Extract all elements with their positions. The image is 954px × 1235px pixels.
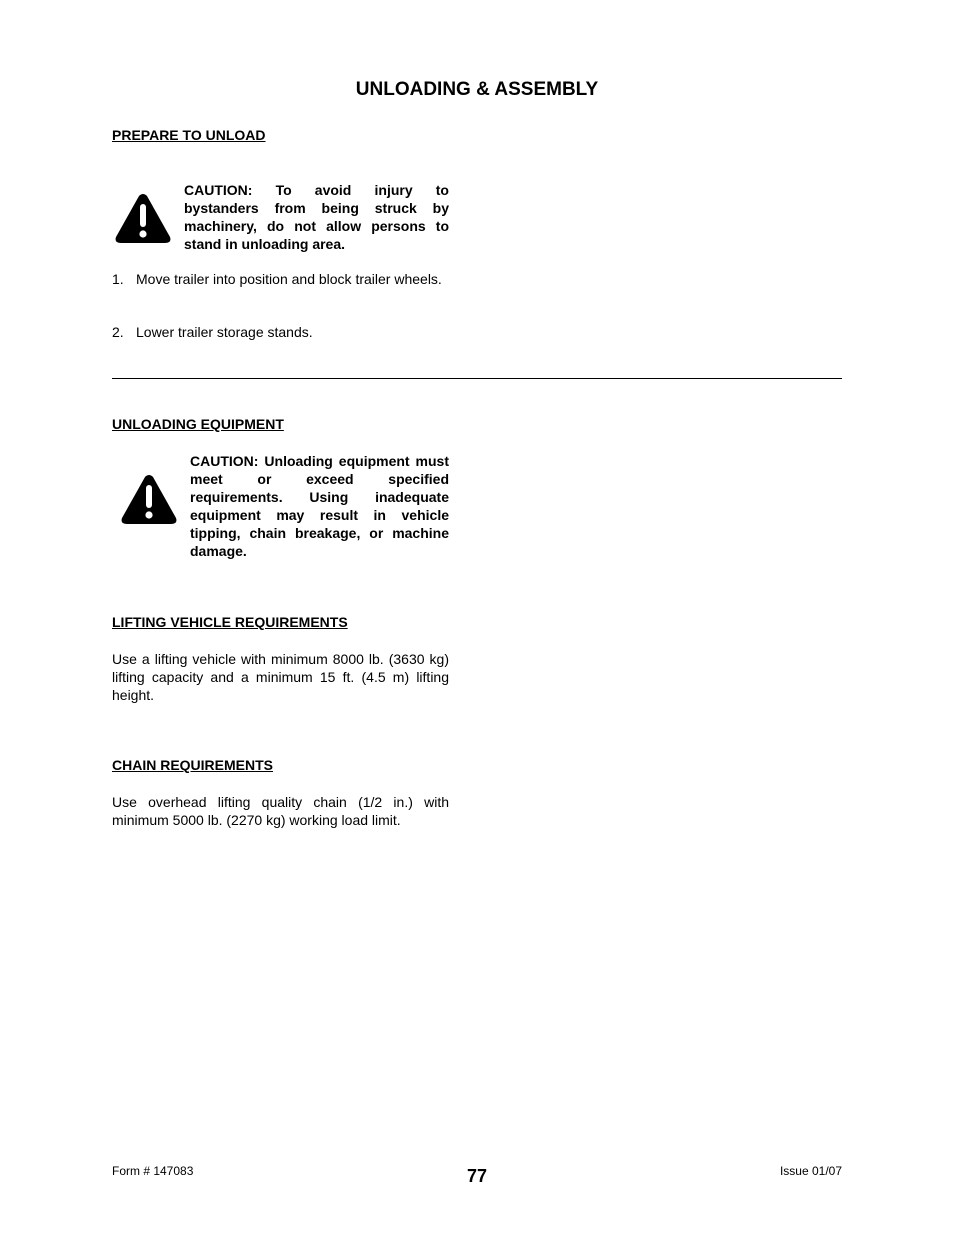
section-heading-prepare-to-unload: PREPARE TO UNLOAD xyxy=(112,127,266,143)
section-heading-chain: CHAIN REQUIREMENTS xyxy=(112,757,274,773)
chain-text: Use overhead lifting quality chain (1/2 in.) with minimum 5000 lb. (2270 kg) working load limit. xyxy=(112,794,449,828)
caution-bystanders: CAUTION: To avoid injury to bystanders from being struck by machinery, do not allow persons to stand in unloading area. xyxy=(184,182,449,252)
step-item xyxy=(112,324,449,341)
page-number: 77 xyxy=(466,1166,488,1186)
caution-unloading-equipment: CAUTION: Unloading equipment must meet or exceed specified requirements. Using inadequate equipment may result in vehicle tipping, chain breakage, or machine damage. xyxy=(190,453,449,559)
step-number: 1. xyxy=(112,271,124,287)
section-heading-unloading-equipment: UNLOADING EQUIPMENT xyxy=(112,416,284,432)
step-item xyxy=(112,271,449,288)
warning-triangle-icon xyxy=(114,193,172,244)
section-divider xyxy=(112,378,842,379)
form-number: Form # 147083 xyxy=(112,1164,194,1178)
step-number: 2. xyxy=(112,324,124,340)
page-title: UNLOADING & ASSEMBLY xyxy=(355,79,599,100)
warning-triangle-icon xyxy=(120,474,178,525)
lifting-vehicle-text: Use a lifting vehicle with minimum 8000 lb. (3630 kg) lifting capacity and a minimum 15 ft. (4.5 m) lifting height. xyxy=(112,651,449,703)
issue-date: Issue 01/07 xyxy=(779,1164,842,1178)
section-heading-lifting-vehicle: LIFTING VEHICLE REQUIREMENTS xyxy=(112,614,348,630)
step-text: Lower trailer storage stands. xyxy=(136,324,313,340)
step-text: Move trailer into position and block trailer wheels. xyxy=(136,271,442,287)
